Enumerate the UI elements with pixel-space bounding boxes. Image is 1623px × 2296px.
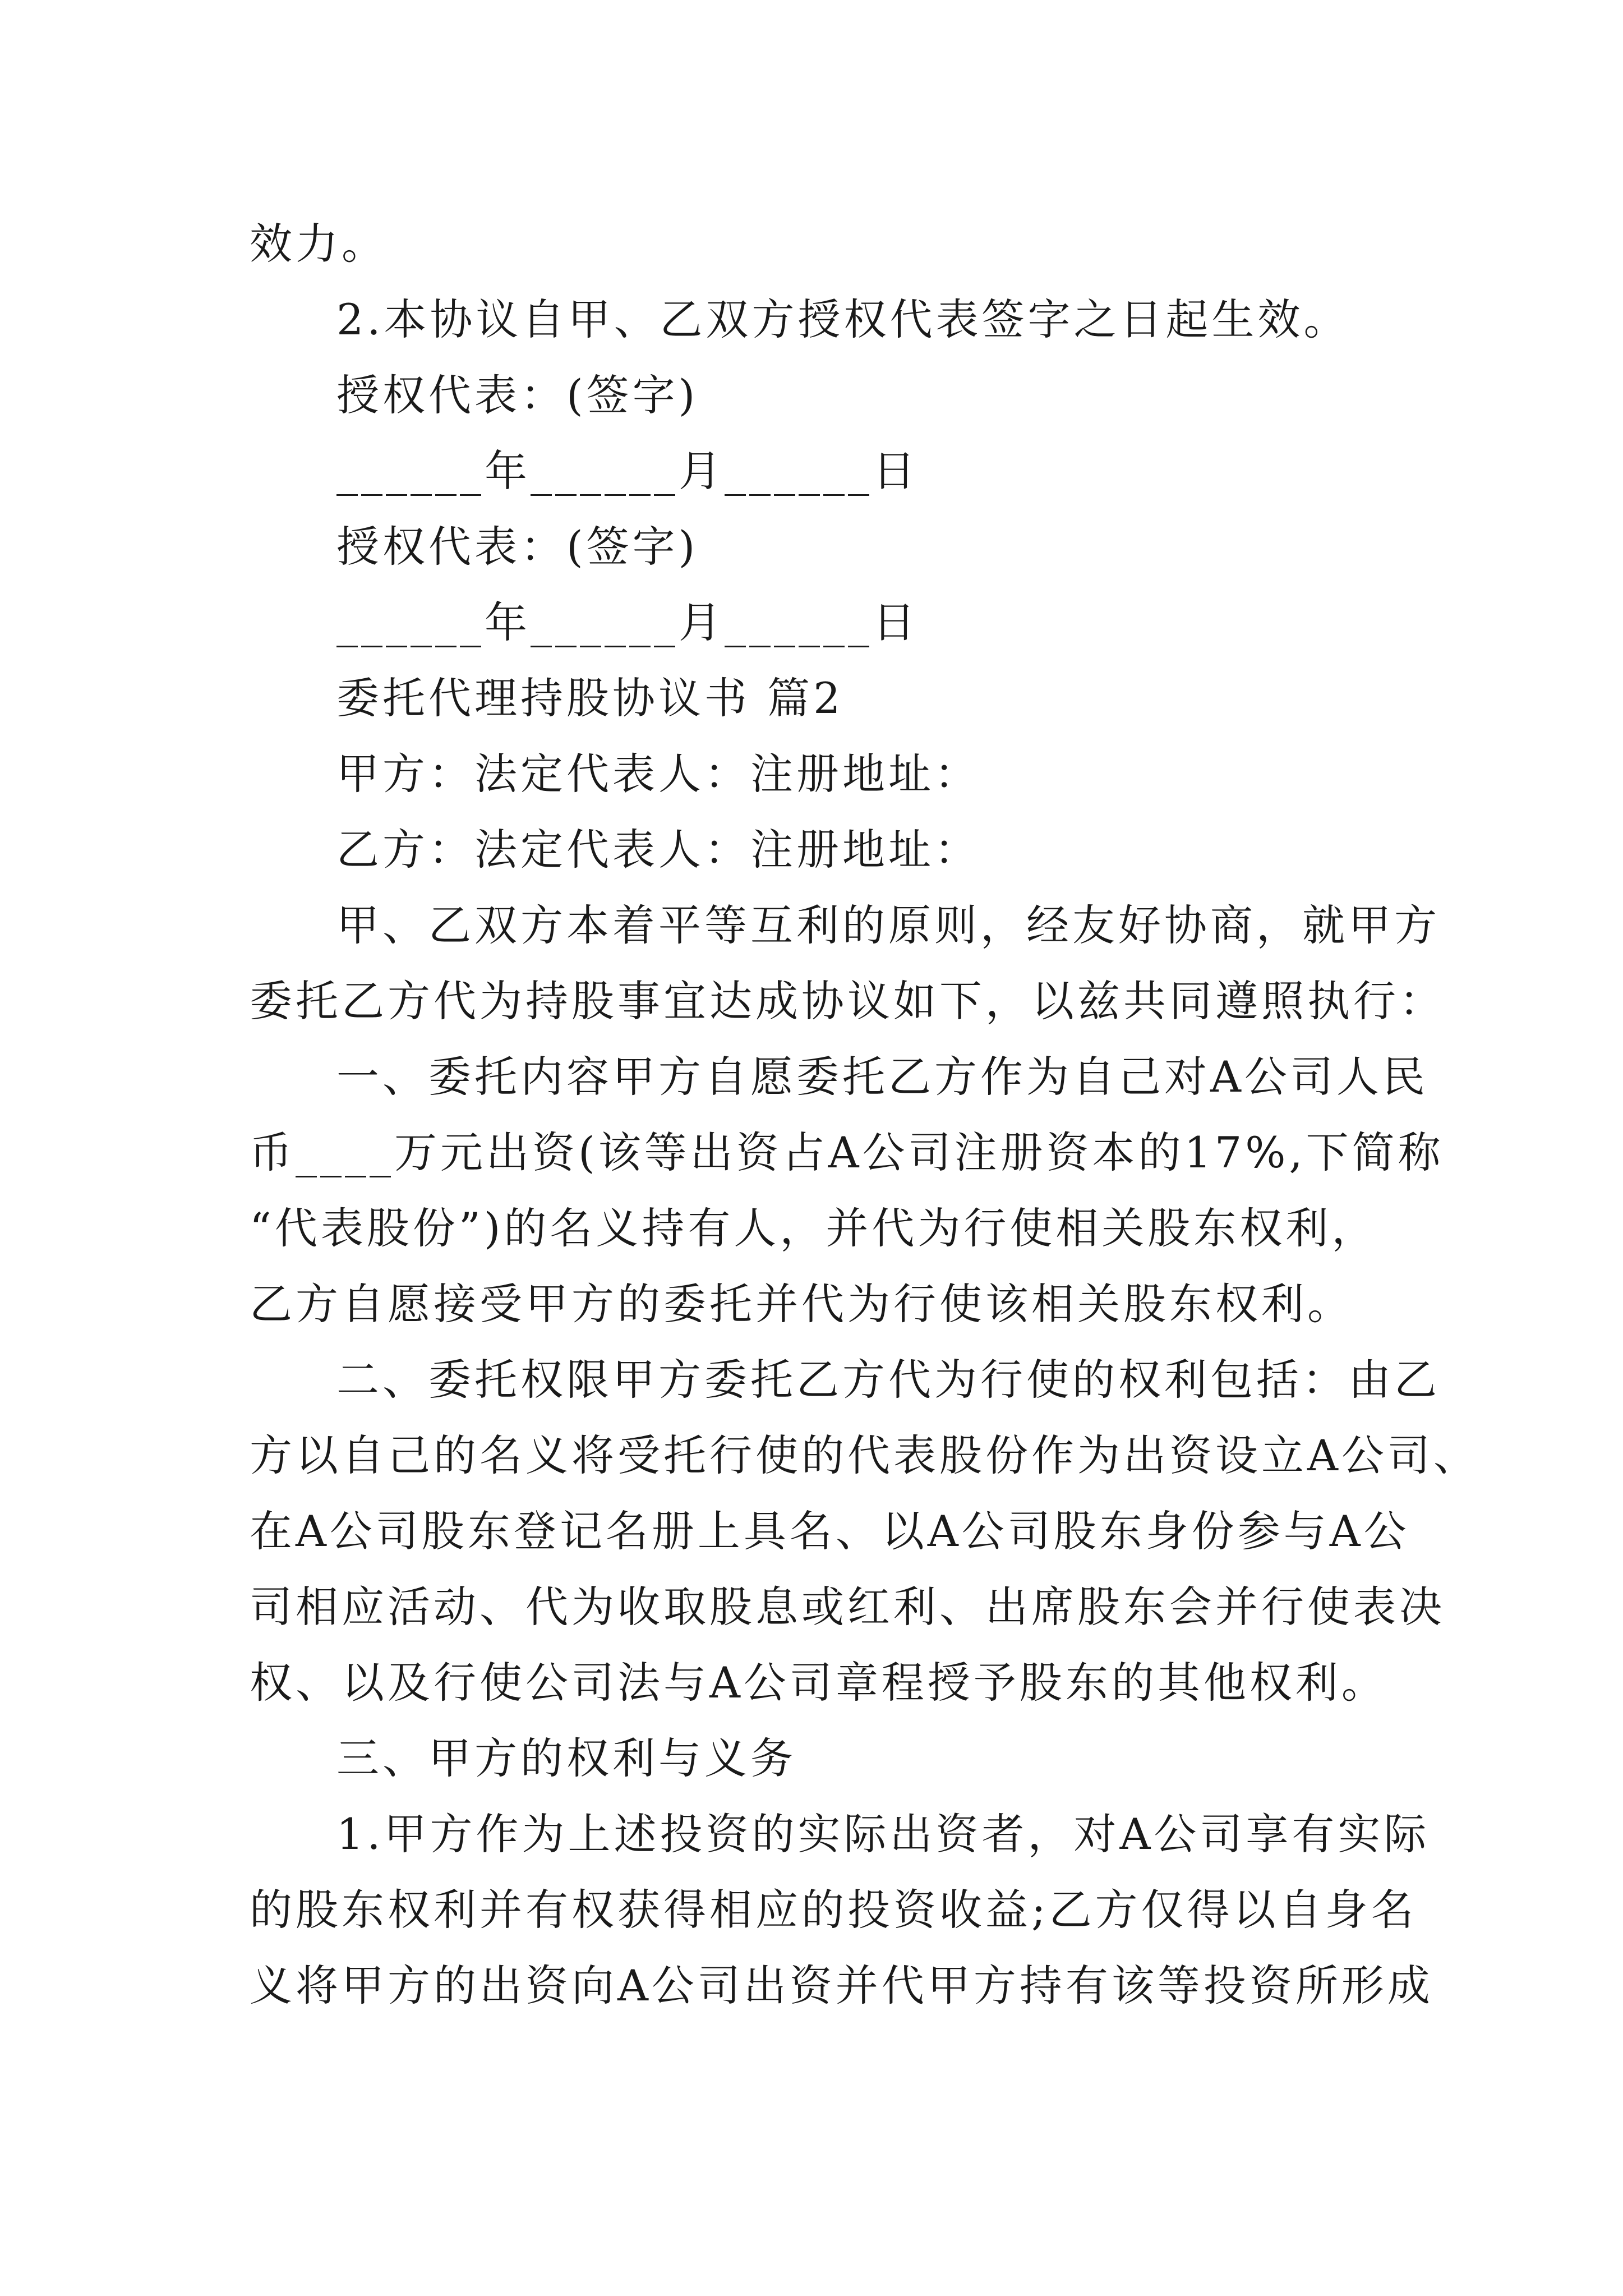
section-heading: 三、甲方的权利与义务 bbox=[336, 1733, 796, 1783]
text-line: “代表股份”)的名义持有人，并代为行使相关股东权利， bbox=[250, 1203, 1378, 1253]
text-line: 乙方自愿接受甲方的委托并代为行使该相关股东权利。 bbox=[250, 1279, 1353, 1329]
text-line: ______年______月______日 bbox=[336, 446, 919, 496]
text-line: 义将甲方的出资向A公司出资并代甲方持有该等投资所形成 bbox=[250, 1961, 1433, 2010]
text-line: 甲、乙双方本着平等互利的原则，经友好协商，就甲方 bbox=[336, 900, 1440, 950]
text-line: 2.本协议自甲、乙双方授权代表签字之日起生效。 bbox=[336, 295, 1350, 344]
text-line: 权、以及行使公司法与A公司章程授予股东的其他权利。 bbox=[250, 1658, 1387, 1708]
text-line: 乙方：法定代表人：注册地址： bbox=[336, 825, 980, 875]
text-line: 司相应活动、代为收取股息或红利、出席股东会并行使表决 bbox=[250, 1582, 1445, 1632]
text-line: 1.甲方作为上述投资的实际出资者，对A公司享有实际 bbox=[336, 1809, 1430, 1859]
text-line: ______年______月______日 bbox=[336, 597, 919, 647]
text-line: 授权代表：(签字) bbox=[336, 522, 699, 572]
text-line: 二、委托权限甲方委托乙方代为行使的权利包括：由乙 bbox=[336, 1355, 1440, 1405]
text-line: 授权代表：(签字) bbox=[336, 370, 699, 420]
section-heading: 委托代理持股协议书 篇2 bbox=[336, 673, 844, 723]
text-line: 在A公司股东登记名册上具名、以A公司股东身份参与A公 bbox=[250, 1506, 1410, 1556]
text-line: 委托乙方代为持股事宜达成协议如下，以兹共同遵照执行： bbox=[250, 976, 1445, 1026]
text-line: 方以自己的名义将受托行使的代表股份作为出资设立A公司、 bbox=[250, 1430, 1479, 1480]
text-line: 甲方：法定代表人：注册地址： bbox=[336, 749, 980, 799]
text-line: 的股东权利并有权获得相应的投资收益;乙方仅得以自身名 bbox=[250, 1885, 1417, 1935]
text-line: 效力。 bbox=[250, 219, 388, 269]
text-line: 币____万元出资(该等出资占A公司注册资本的17%,下简称 bbox=[250, 1128, 1444, 1177]
text-line: 一、委托内容甲方自愿委托乙方作为自己对A公司人民 bbox=[336, 1052, 1428, 1102]
